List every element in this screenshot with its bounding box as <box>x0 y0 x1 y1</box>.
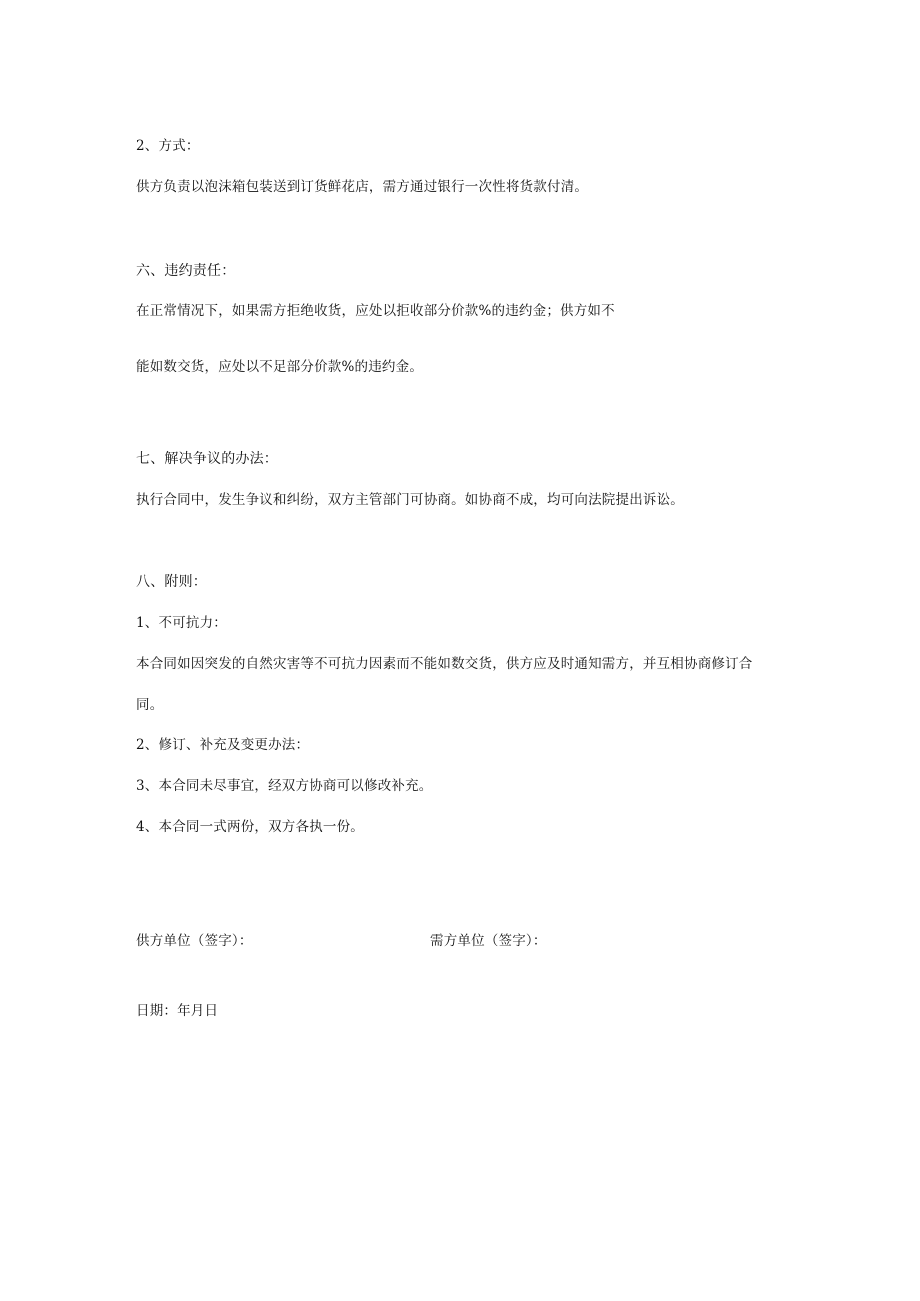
appendix-item-1-line-1: 本合同如因突发的自然灾害等不可抗力因素而不能如数交货，供方应及时通知需方，并互相协商修订合 <box>136 656 753 672</box>
appendix-item-1-line-2: 同。 <box>136 697 164 713</box>
appendix-heading: 八、附则： <box>136 574 207 590</box>
payment-method-text: 供方负责以泡沫箱包装送到订货鲜花店，需方通过银行一次性将货款付清。 <box>136 179 589 195</box>
buyer-signature-label: 需方单位（签字）： <box>430 933 547 949</box>
dispute-heading: 七、解决争议的办法： <box>136 451 278 467</box>
appendix-item-2: 2、修订、补充及变更办法： <box>136 737 310 753</box>
appendix-item-1-title: 1、不可抗力： <box>136 615 227 631</box>
supplier-signature-label: 供方单位（签字）： <box>136 933 253 949</box>
appendix-item-4: 4、本合同一式两份，双方各执一份。 <box>136 819 364 835</box>
date-label: 日期：年月日 <box>136 1003 219 1019</box>
breach-heading: 六、违约责任： <box>136 263 236 279</box>
payment-method-title: 2、方式： <box>136 138 200 154</box>
breach-text-line-2: 能如数交货，应处以不足部分价款%的违约金。 <box>136 359 424 375</box>
dispute-text: 执行合同中，发生争议和纠纷，双方主管部门可协商。如协商不成，均可向法院提出诉讼。 <box>136 492 684 508</box>
breach-text-line-1: 在正常情况下，如果需方拒绝收货，应处以拒收部分价款%的违约金；供方如不 <box>136 303 615 319</box>
appendix-item-3: 3、本合同未尽事宜，经双方协商可以修改补充。 <box>136 778 433 794</box>
